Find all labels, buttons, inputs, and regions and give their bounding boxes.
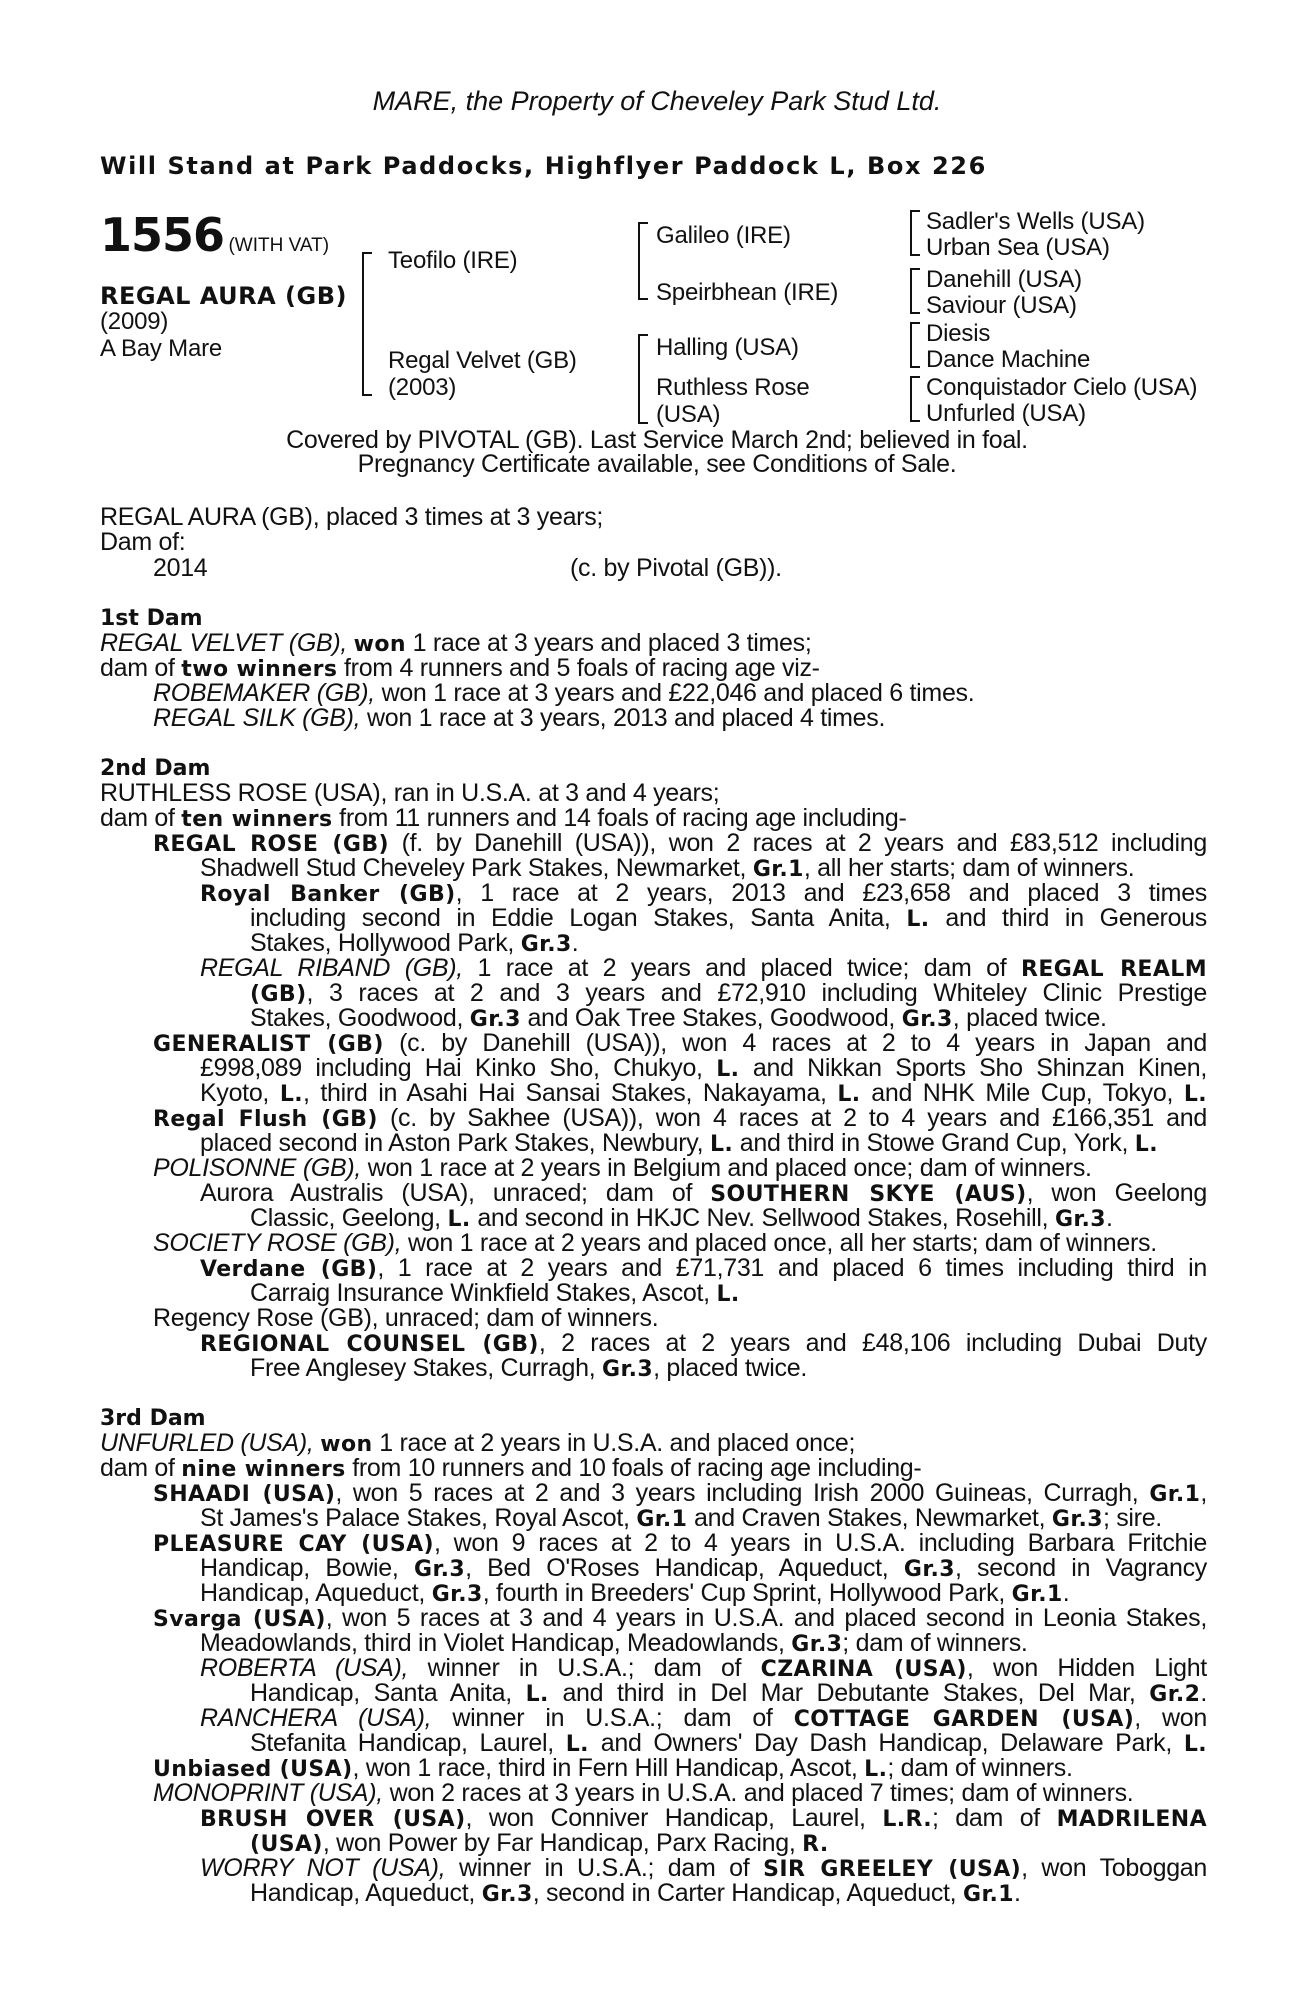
second-dam-row: REGAL RIBAND (GB), 1 race at 2 years and placed twice; dam of REGAL REALM [200,954,1207,982]
lot-vat: (WITH VAT) [228,235,330,256]
second-dam-heading: 2nd Dam [100,756,211,781]
third-dam-row: Svarga (USA), won 5 races at 3 and 4 years in U.S.A. and placed second in Leonia Stakes, [153,1604,1208,1632]
lot-number: 1556 [100,208,225,262]
pedigree-g2: Urban Sea (USA) [926,234,1110,261]
third-dam-row: RANCHERA (USA), winner in U.S.A.; dam of COTTAGE GARDEN (USA), won [200,1704,1207,1732]
third-dam-row: BRUSH OVER (USA), won Conniver Handicap, Laurel, L.R.; dam of MADRILENA [200,1804,1208,1832]
third-dam-line-1: UNFURLED (USA), won 1 race at 2 years in U.S.A. and placed once; [100,1429,856,1457]
page-title: MARE, the Property of Cheveley Park Stud Ltd. [372,86,942,116]
second-dam-row: Classic, Geelong, L. and second in HKJC Nev. Sellwood Stakes, Rosehill, Gr.3. [250,1204,1113,1232]
second-dam-line-1: RUTHLESS ROSE (USA), ran in U.S.A. at 3 and 4 years; [100,779,720,807]
pedigree-sire-sire: Galileo (IRE) [656,222,791,249]
third-dam-row: ROBERTA (USA), winner in U.S.A.; dam of CZARINA (USA), won Hidden Light [200,1654,1207,1682]
second-dam-row: Royal Banker (GB), 1 race at 2 years, 2013 and £23,658 and placed 3 times [200,879,1207,907]
second-dam-row: Shadwell Stud Cheveley Park Stakes, Newmarket, Gr.1, all her starts; dam of winners. [200,854,1135,882]
second-dam-row: Stakes, Hollywood Park, Gr.3. [250,929,579,957]
second-dam-row: SOCIETY ROSE (GB), won 1 race at 2 years and placed once, all her starts; dam of winners. [153,1229,1157,1257]
pedigree-brace-g3 [910,322,920,368]
third-dam-row: Handicap, Bowie, Gr.3, Bed O'Roses Handicap, Aqueduct, Gr.3, second in Vagrancy [200,1554,1207,1582]
second-dam-row: Regal Flush (GB) (c. by Sakhee (USA)), won 4 races at 2 to 4 years and £166,351 and [153,1104,1207,1132]
horse-year: (2009) [100,308,169,335]
horse-description: A Bay Mare [100,335,223,362]
second-dam-row: Aurora Australis (USA), unraced; dam of SOUTHERN SKYE (AUS), won Geelong [200,1179,1207,1207]
second-dam-row: placed second in Aston Park Stakes, Newbury, L. and third in Stowe Grand Cup, York, L. [200,1129,1158,1157]
second-dam-row: (GB), 3 races at 2 and 3 years and £72,910 including Whiteley Clinic Prestige [250,979,1207,1007]
pedigree-brace-dam [638,334,648,424]
pedigree-dam-year: (2003) [388,374,457,401]
second-dam-row: GENERALIST (GB) (c. by Danehill (USA)), won 4 races at 2 to 4 years in Japan and [153,1029,1207,1057]
pedigree-dam-dam-country: (USA) [656,401,721,428]
pedigree-dam-sire: Halling (USA) [656,334,799,361]
third-dam-row: Handicap, Aqueduct, Gr.3, fourth in Breeders' Cup Sprint, Hollywood Park, Gr.1. [200,1579,1070,1607]
second-dam-row: Free Anglesey Stakes, Curragh, Gr.3, placed twice. [250,1354,807,1382]
pedigree-g8: Unfurled (USA) [926,400,1086,427]
first-dam-line-1: REGAL VELVET (GB), won 1 race at 3 years and placed 3 times; [100,629,812,657]
intro-line-1: REGAL AURA (GB), placed 3 times at 3 years; [100,503,604,531]
pedigree-g4: Saviour (USA) [926,292,1077,319]
intro-year: 2014 [153,554,208,582]
intro-produce: (c. by Pivotal (GB)). [570,554,782,582]
pedigree-sire: Teofilo (IRE) [388,247,518,274]
third-dam-row: Stefanita Handicap, Laurel, L. and Owners' Day Dash Handicap, Delaware Park, L. [250,1729,1208,1757]
pedigree-g1: Sadler's Wells (USA) [926,208,1145,235]
second-dam-row: including second in Eddie Logan Stakes, Santa Anita, L. and third in Generous [250,904,1207,932]
page-subtitle: Will Stand at Park Paddocks, Highflyer Paddock L, Box 226 [100,152,987,180]
third-dam-row: Handicap, Aqueduct, Gr.3, second in Carter Handicap, Aqueduct, Gr.1. [250,1879,1021,1907]
pedigree-g3: Danehill (USA) [926,266,1082,293]
third-dam-row: SHAADI (USA), won 5 races at 2 and 3 years including Irish 2000 Guineas, Curragh, Gr.1, [153,1479,1208,1507]
lot-header [100,208,329,262]
horse-name: REGAL AURA (GB) [100,282,347,310]
second-dam-row: Kyoto, L., third in Asahi Hai Sansai Stakes, Nakayama, L. and NHK Mile Cup, Tokyo, L. [200,1079,1208,1107]
first-dam-produce-1: ROBEMAKER (GB), won 1 race at 3 years and £22,046 and placed 6 times. [153,679,975,707]
pedigree-brace-g4 [910,376,920,422]
first-dam-heading: 1st Dam [100,606,203,631]
second-dam-row: Verdane (GB), 1 race at 2 years and £71,731 and placed 6 times including third in [200,1254,1207,1282]
pedigree-dam: Regal Velvet (GB) [388,347,577,374]
second-dam-line-2: dam of ten winners from 11 runners and 14 foals of racing age including- [100,804,907,832]
second-dam-row: REGIONAL COUNSEL (GB), 2 races at 2 years and £48,106 including Dubai Duty [200,1329,1207,1357]
first-dam-line-2: dam of two winners from 4 runners and 5 foals of racing age viz- [100,654,820,682]
third-dam-row: PLEASURE CAY (USA), won 9 races at 2 to 4 years in U.S.A. including Barbara Fritchie [153,1529,1207,1557]
pedigree-brace-g1 [910,210,920,256]
third-dam-row: (USA), won Power by Far Handicap, Parx Racing, R. [250,1829,829,1857]
second-dam-row: £998,089 including Hai Kinko Sho, Chukyo, L. and Nikkan Sports Sho Shinzan Kinen, [200,1054,1208,1082]
cover-line-2: Pregnancy Certificate available, see Conditions of Sale. [357,450,957,478]
second-dam-row: Regency Rose (GB), unraced; dam of winners. [153,1304,659,1332]
intro-line-2: Dam of: [100,528,186,556]
cover-line-1: Covered by PIVOTAL (GB). Last Service March 2nd; believed in foal. [286,426,1028,454]
pedigree-g6: Dance Machine [926,346,1091,373]
first-dam-produce-2: REGAL SILK (GB), won 1 race at 3 years, 2013 and placed 4 times. [153,704,886,732]
second-dam-row: REGAL ROSE (GB) (f. by Danehill (USA)), won 2 races at 2 years and £83,512 including [153,829,1207,857]
pedigree-g5: Diesis [926,320,991,347]
third-dam-row: St James's Palace Stakes, Royal Ascot, Gr.1 and Craven Stakes, Newmarket, Gr.3; sire. [200,1504,1162,1532]
third-dam-row: Unbiased (USA), won 1 race, third in Fern Hill Handicap, Ascot, L.; dam of winners. [153,1754,1073,1782]
third-dam-heading: 3rd Dam [100,1406,206,1431]
second-dam-row: Carraig Insurance Winkfield Stakes, Ascot, L. [250,1279,740,1307]
second-dam-row: Stakes, Goodwood, Gr.3 and Oak Tree Stakes, Goodwood, Gr.3, placed twice. [250,1004,1107,1032]
pedigree-brace-g2 [910,268,920,314]
pedigree-dam-dam: Ruthless Rose [656,374,810,401]
second-dam-row: POLISONNE (GB), won 1 race at 2 years in Belgium and placed once; dam of winners. [153,1154,1092,1182]
third-dam-row: Handicap, Santa Anita, L. and third in Del Mar Debutante Stakes, Del Mar, Gr.2. [250,1679,1207,1707]
third-dam-row: MONOPRINT (USA), won 2 races at 3 years in U.S.A. and placed 7 times; dam of winners. [153,1779,1134,1807]
pedigree-g7: Conquistador Cielo (USA) [926,374,1198,401]
pedigree-sire-dam: Speirbhean (IRE) [656,279,839,306]
third-dam-line-2: dam of nine winners from 10 runners and 10 foals of racing age including- [100,1454,922,1482]
third-dam-row: WORRY NOT (USA), winner in U.S.A.; dam of SIR GREELEY (USA), won Toboggan [200,1854,1208,1882]
third-dam-row: Meadowlands, third in Violet Handicap, Meadowlands, Gr.3; dam of winners. [200,1629,1028,1657]
pedigree-brace-main [362,252,372,396]
pedigree-brace-sire [638,222,648,300]
